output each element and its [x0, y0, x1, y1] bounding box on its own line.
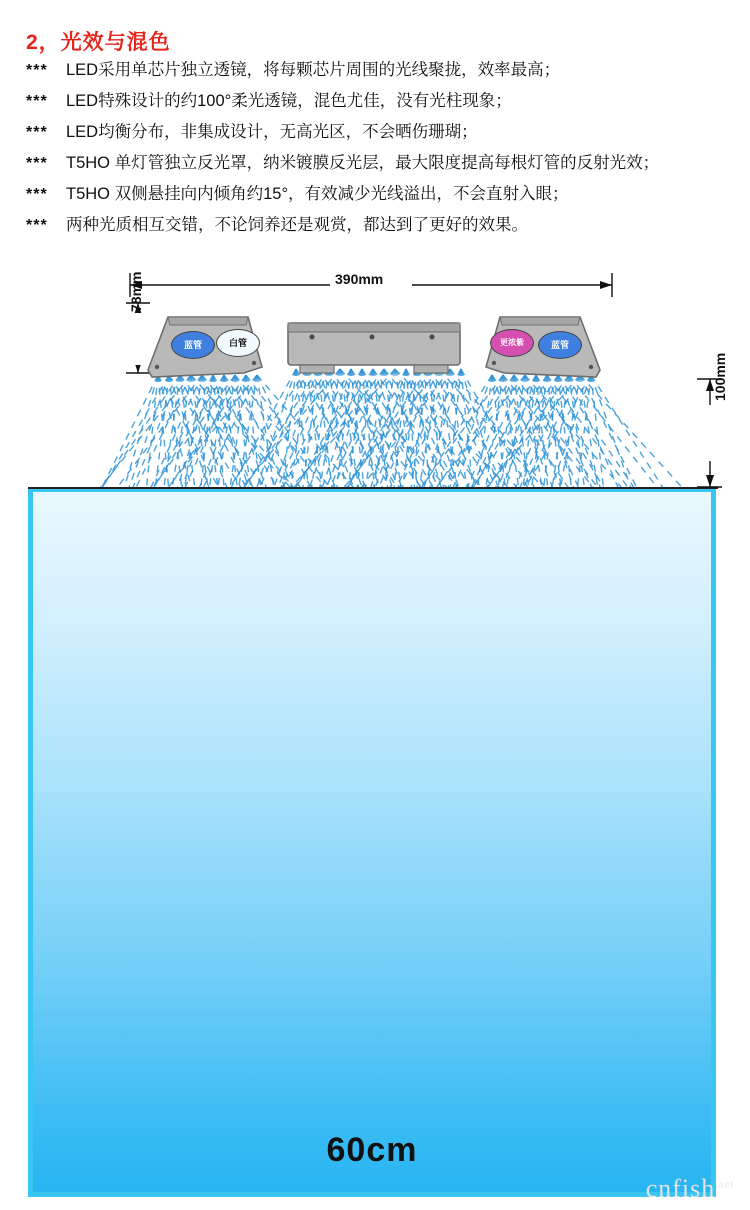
watermark [646, 1174, 734, 1204]
lamp-left-white [216, 329, 260, 357]
bullet-marker: *** [26, 186, 48, 203]
list-item [26, 118, 726, 147]
watermark-suffix: .net [715, 1179, 734, 1191]
lamp-label: 蓝管 [550, 340, 569, 350]
lamp-label: 白管 [228, 338, 247, 348]
bullet-text: LED特殊设计的约100°柔光透镜，混色尤佳，没有光柱现象； [66, 92, 512, 110]
list-item [26, 56, 726, 85]
dimension-width-label: 390mm [335, 271, 384, 287]
tank-depth-label: 60cm [326, 1131, 418, 1169]
fixture-assembly [0, 255, 750, 495]
bullet-text: T5HO 双侧悬挂向内倾角约15°，有效减少光线溢出，不会直射入眼； [66, 185, 569, 203]
lamp-label: 更浓紫 [500, 338, 524, 347]
bullet-marker: *** [26, 93, 48, 110]
lamp-right-blue [538, 331, 582, 359]
watermark-text: cnfish [645, 1174, 716, 1203]
feature-list [26, 56, 726, 242]
bullet-text: LED均衡分布，非集成设计，无高光区，不会晒伤珊瑚； [66, 123, 478, 141]
light-diagram [0, 255, 750, 1210]
bullet-marker: *** [26, 62, 48, 79]
center-led-housing [288, 323, 460, 373]
dimension-distance-label: 100mm [712, 352, 728, 401]
bullet-text: 两种光质相互交错，不论饲养还是观赏，都达到了更好的效果。 [66, 216, 528, 234]
dimension-height-label: 78mm [128, 271, 144, 312]
lamp-left-blue [171, 331, 215, 359]
bullet-marker: *** [26, 124, 48, 141]
bullet-marker: *** [26, 217, 48, 234]
list-item [26, 87, 726, 116]
bullet-text: T5HO 单灯管独立反光罩，纳米镀膜反光层，最大限度提高每根灯管的反射光效； [66, 154, 660, 172]
lamp-right-violet [490, 329, 534, 357]
bullet-text: LED采用单芯片独立透镜，将每颗芯片周围的光线聚拢，效率最高； [66, 61, 561, 79]
aquarium-tank [28, 487, 716, 1197]
lamp-label: 蓝管 [183, 340, 202, 350]
list-item [26, 149, 726, 178]
page-title: 2，光效与混色 [26, 31, 171, 54]
bullet-marker: *** [26, 155, 48, 172]
list-item [26, 180, 726, 209]
list-item [26, 211, 726, 240]
